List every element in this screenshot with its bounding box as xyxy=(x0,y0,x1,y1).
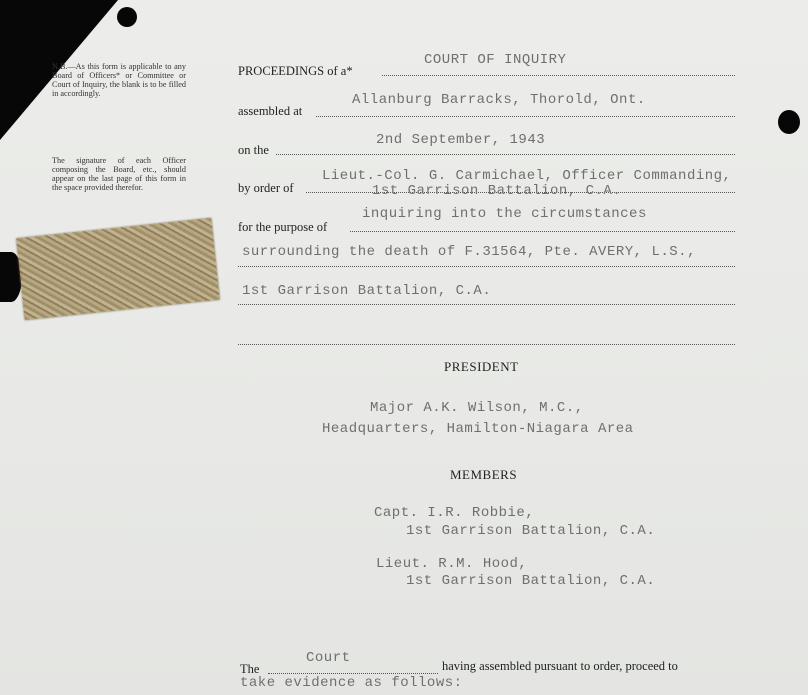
president-heading: PRESIDENT xyxy=(444,359,519,374)
proceedings-label: PROCEEDINGS of a* xyxy=(238,64,353,78)
fill-line xyxy=(382,75,735,76)
footer-the-value: Court xyxy=(306,650,351,666)
order-value-2: 1st Garrison Battalion, C.A. xyxy=(372,183,622,199)
side-note-signature: The signature of each Officer composing the Board, etc., should appear on the last page of this form in the space provided therefor. xyxy=(52,156,186,192)
footer-the-label: The xyxy=(240,662,260,676)
assembled-value: Allanburg Barracks, Thorold, Ont. xyxy=(352,92,646,108)
members-heading: MEMBERS xyxy=(450,467,518,482)
assembled-label: assembled at xyxy=(238,104,303,118)
footer-text: having assembled pursuant to order, proceed to xyxy=(442,659,678,673)
president-unit: Headquarters, Hamilton-Niagara Area xyxy=(322,421,634,437)
order-value-1: Lieut.-Col. G. Carmichael, Officer Commanding, xyxy=(322,168,732,184)
tape-stain xyxy=(16,218,219,320)
fill-line xyxy=(238,266,735,267)
order-label: by order of xyxy=(238,181,294,195)
purpose-value-1: inquiring into the circumstances xyxy=(362,206,647,222)
side-note-instructions: N.B.—As this form is applicable to any Board of Officers* or Committee or Court of Inquiry, the blank is to be filled in accordingly. xyxy=(52,62,186,98)
president-name: Major A.K. Wilson, M.C., xyxy=(370,400,584,416)
proceedings-value: COURT OF INQUIRY xyxy=(424,52,567,68)
fill-line xyxy=(268,673,438,674)
date-value: 2nd September, 1943 xyxy=(376,132,546,148)
member-2-unit: 1st Garrison Battalion, C.A. xyxy=(406,573,656,589)
fill-line xyxy=(238,344,735,345)
purpose-value-3: 1st Garrison Battalion, C.A. xyxy=(242,283,492,299)
member-2-name: Lieut. R.M. Hood, xyxy=(376,556,528,572)
punch-hole xyxy=(117,7,137,27)
fill-line xyxy=(316,116,735,117)
punch-hole xyxy=(778,110,800,134)
purpose-value-2: surrounding the death of F.31564, Pte. AVERY, L.S., xyxy=(242,244,696,260)
member-1-unit: 1st Garrison Battalion, C.A. xyxy=(406,523,656,539)
fill-line xyxy=(276,154,735,155)
footer-typed: take evidence as follows: xyxy=(240,675,463,691)
date-label: on the xyxy=(238,143,269,157)
member-1-name: Capt. I.R. Robbie, xyxy=(374,505,535,521)
purpose-label: for the purpose of xyxy=(238,220,328,234)
fill-line xyxy=(350,231,735,232)
fill-line xyxy=(238,304,735,305)
